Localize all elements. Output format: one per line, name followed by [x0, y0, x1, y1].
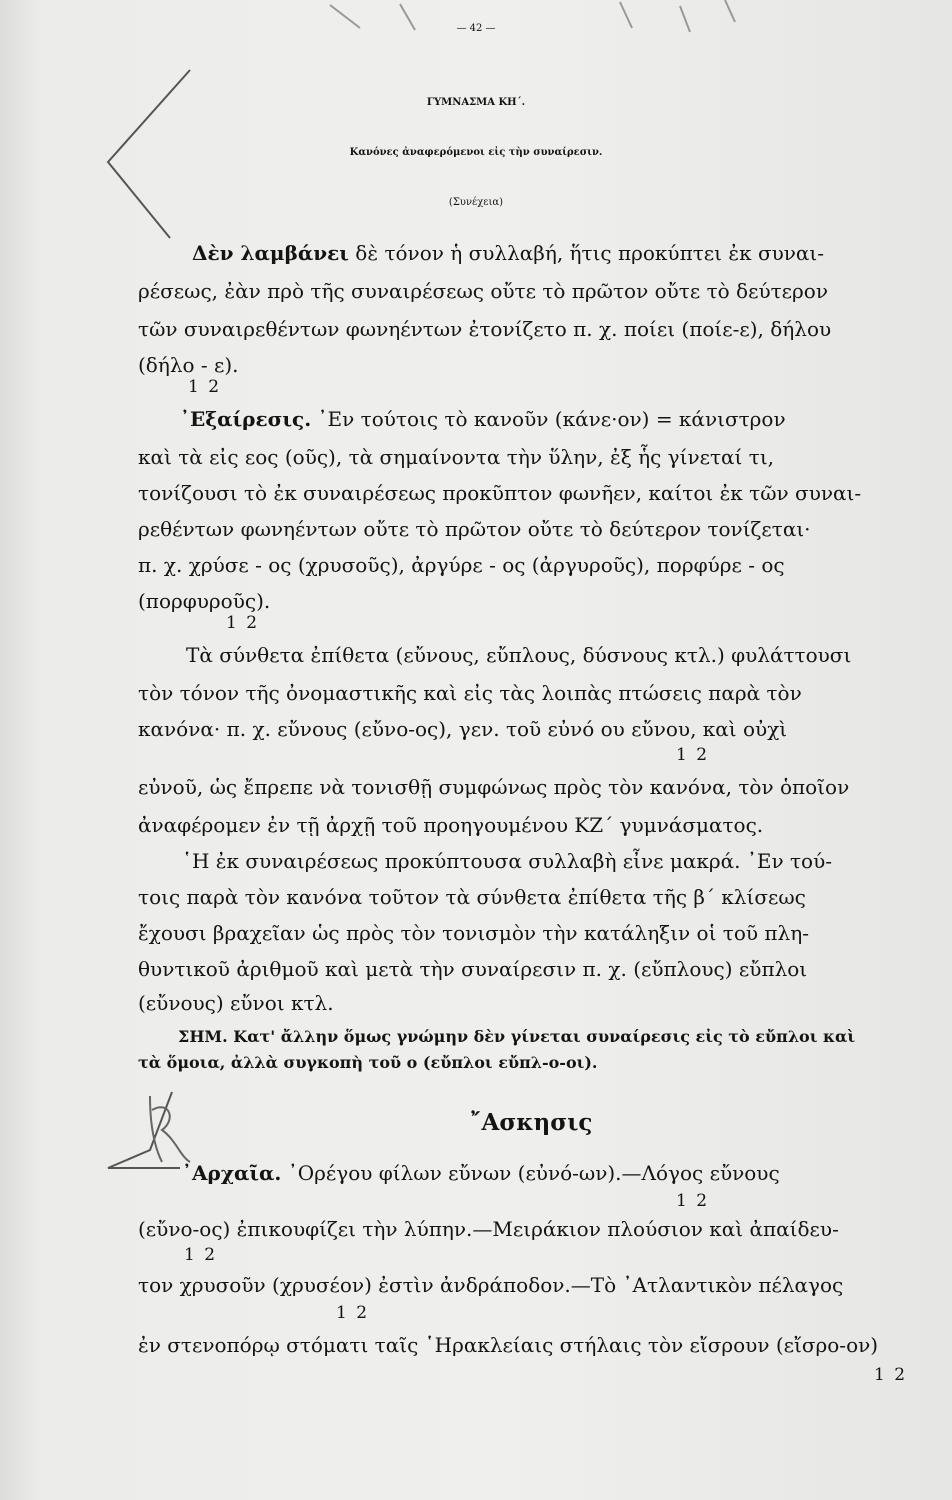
- compound-paragraph-line-4: εὐνοῦ, ὡς ἔπρεπε νὰ τονισθῇ συμφώνως πρὸς τὸν κανόνα, τὸν ὁποῖον: [138, 775, 850, 799]
- exception-lead: ᾿Εξαίρεσις.: [180, 407, 312, 431]
- note-line-1: ΣΗΜ. Κατ' ἄλλην ὅμως γνώμην δὲν γίνεται συναίρεσις εἰς τὸ εὔπλοι καὶ: [178, 1027, 856, 1046]
- exercise-lead: ᾿Αρχαῖα.: [182, 1161, 282, 1185]
- syllable-numbers: 1 2: [188, 377, 222, 397]
- long-syllable-line-1: ῾Η ἐκ συναιρέσεως προκύπτουσα συλλαβὴ εἶνε μακρά. ᾿Εν τού-: [182, 849, 832, 873]
- note-line-2: τὰ ὅμοια, ἀλλὰ συγκοπὴ τοῦ ο (εὔπλοι εὔπλ-ο-οι).: [138, 1053, 598, 1072]
- page-number: — 42 —: [456, 23, 496, 34]
- rule-text: δὲ τόνον ἡ συλλαβή, ἥτις προκύπτει ἐκ συναι-: [348, 241, 825, 265]
- rule-paragraph-1-line-2: ρέσεως, ἐὰν πρὸ τῆς συναιρέσεως οὔτε τὸ πρῶτον οὔτε τὸ δεύτερον: [138, 279, 828, 303]
- long-syllable-line-3: ἔχουσι βραχεῖαν ὡς πρὸς τὸν τονισμὸν τὴν κατάληξιν οἱ τοῦ πλη-: [138, 921, 809, 945]
- exception-line-4: ρεθέντων φωνηέντων οὔτε τὸ πρῶτον οὔτε τὸ δεύτερον τονίζεται·: [138, 517, 811, 541]
- compound-paragraph-line-1: Τὰ σύνθετα ἐπίθετα (εὔνους, εὔπλους, δύσνους κτλ.) φυλάττουσι: [186, 643, 852, 667]
- exercise-line-1: [182, 1158, 780, 1188]
- long-syllable-line-4: θυντικοῦ ἀριθμοῦ καὶ μετὰ τὴν συναίρεσιν π. χ. (εὔπλους) εὔπλοι: [138, 957, 808, 981]
- syllable-numbers: 1 2: [676, 1191, 710, 1211]
- exception-line-5: π. χ. χρύσε - ος (χρυσοῦς), ἀργύρε - ος (ἀργυροῦς), πορφύρε - ος: [138, 553, 785, 577]
- exercise-line-4: ἐν στενοπόρῳ στόματι ταῖς ῾Ηρακλείαις στήλαις τὸν εἴσρουν (εἴσρο-ον): [138, 1333, 879, 1357]
- compound-paragraph-line-2: τὸν τόνον τῆς ὀνομαστικῆς καὶ εἰς τὰς λοιπὰς πτώσεις παρὰ τὸν: [138, 681, 802, 705]
- syllable-numbers: 1 2: [874, 1365, 908, 1385]
- rule-lead: Δὲν λαμβάνει: [192, 241, 349, 265]
- compound-paragraph-line-5: ἀναφέρομεν ἐν τῇ ἀρχῇ τοῦ προηγουμένου ΚΖ΄ γυμνάσματος.: [138, 813, 764, 837]
- rule-paragraph-1-line-3: τῶν συναιρεθέντων φωνηέντων ἐτονίζετο π. χ. ποίει (ποίε-ε), δήλου: [138, 317, 832, 341]
- pencil-glyph: [150, 1096, 190, 1162]
- continuation-label: (Συνέχεια): [448, 197, 504, 208]
- syllable-numbers: 1 2: [184, 1245, 218, 1265]
- exception-line-1: [180, 404, 786, 434]
- exercise-line-2: (εὔνο-ος) ἐπικουφίζει τὴν λύπην.—Μειράκιον πλούσιον καὶ ἀπαίδευ-: [138, 1217, 839, 1241]
- syllable-numbers: 1 2: [336, 1303, 370, 1323]
- exception-line-3: τονίζουσι τὸ ἐκ συναιρέσεως προκῦπτον φωνῆεν, καίτοι ἐκ τῶν συναι-: [138, 481, 862, 505]
- long-syllable-line-2: τοις παρὰ τὸν κανόνα τοῦτον τὰ σύνθετα ἐπίθετα τῆς β΄ κλίσεως: [138, 885, 806, 909]
- page-title: ΓΥΜΝΑΣΜΑ ΚΗ΄.: [426, 97, 526, 108]
- rule-paragraph-1-line-4: (δήλο - ε).: [138, 353, 239, 377]
- compound-paragraph-line-3: κανόνα· π. χ. εὔνους (εὔνο-ος), γεν. τοῦ εὐνό ου εὔνου, καὶ οὐχὶ: [138, 717, 788, 741]
- exception-text: ᾿Εν τούτοις τὸ κανοῦν (κάνε·ον) = κάνιστρον: [311, 407, 786, 431]
- exception-line-6: (πορφυροῦς).: [138, 589, 271, 613]
- syllable-numbers: 1 2: [226, 613, 260, 633]
- long-syllable-line-5: (εὔνους) εὔνοι κτλ.: [138, 991, 334, 1015]
- section-title: Κανόνες ἀναφερόμενοι εἰς τὴν συναίρεσιν.: [349, 147, 603, 158]
- pencil-bracket-bottom: [108, 1092, 180, 1168]
- syllable-numbers: 1 2: [676, 745, 710, 765]
- exception-line-2: καὶ τὰ εἰς εος (οῦς), τὰ σημαίνοντα τὴν ὕλην, ἐξ ἧς γίνεταί τι,: [138, 445, 775, 469]
- rule-paragraph-1-line-1: [192, 238, 824, 268]
- exercise-text: ᾿Ορέγου φίλων εὔνων (εὐνό-ων).—Λόγος εὔνους: [281, 1161, 780, 1185]
- exercise-title: ῎Ασκησις: [470, 1109, 593, 1136]
- exercise-line-3: τον χρυσοῦν (χρυσέον) ἐστὶν ἀνδράποδον.—Τὸ ᾿Ατλαντικὸν πέλαγος: [138, 1273, 844, 1297]
